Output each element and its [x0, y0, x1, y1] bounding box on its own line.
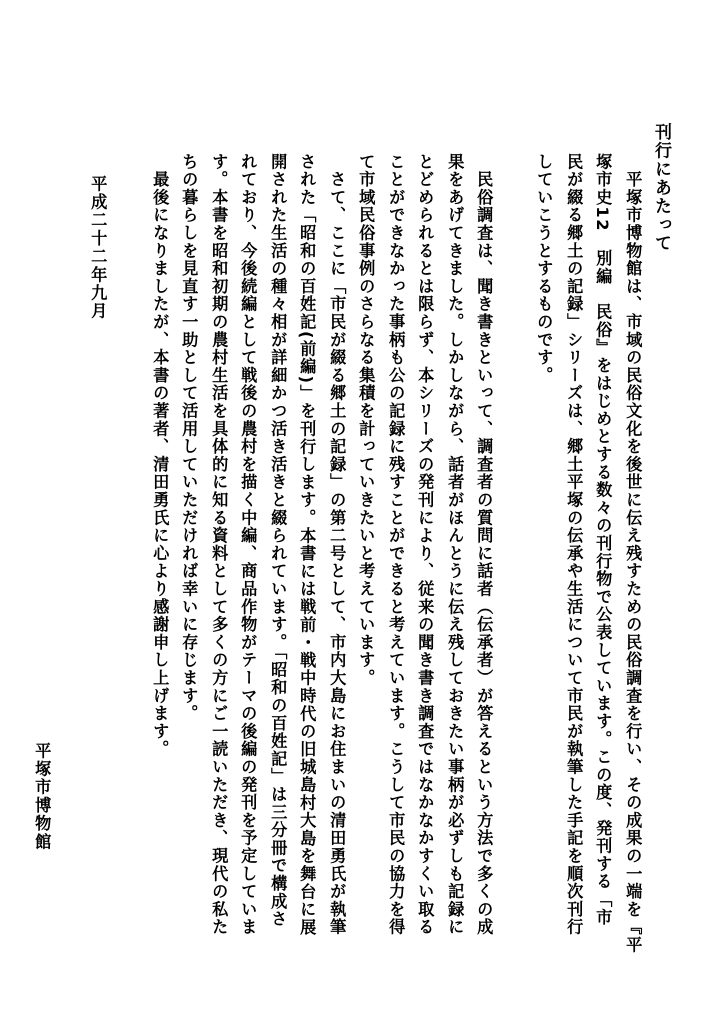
body-line: 民俗調査は、聞き書きといって、調査者の質問に話者（伝承者）が答えるという方法で多くの成	[474, 153, 494, 937]
publisher-name: 平塚市博物館	[32, 742, 52, 852]
body-line: れており、今後続編として戦後の農村を描く中編、商品作物がテーマの後編の発刊を予定していま	[238, 153, 258, 937]
publication-date: 平成二十二年九月	[88, 175, 108, 321]
body-line: 民が綴る郷土の記録」シリーズは、郷土平塚の伝承や生活について市民が執筆した手記を順次刊行	[564, 153, 584, 937]
document-title: 刊行にあたって	[651, 123, 671, 253]
body-line: す。本書を昭和初期の農村生活を具体的に知る資料として多くの方にご一読いただき、現代の私た	[209, 153, 229, 937]
body-line: された「昭和の百姓記(前編)」を刊行します。本書には戦前・戦中時代の旧城島村大島を舞台に展	[297, 153, 317, 937]
body-line: していこうとするものです。	[534, 153, 554, 385]
body-line: ことができなかった事柄も公の記録に残すことができると考えています。こうして市民の協力を得	[386, 153, 406, 937]
body-line: 塚市史12 別編 民俗』をはじめとする数々の刊行物で公表しています。この度、発刊する「市	[593, 153, 613, 927]
body-line: 開された生活の種々相が詳細かつ活き活きと綴られています。「昭和の百姓記」は三分冊で構成さ	[268, 153, 288, 929]
body-line: 平塚市博物館は、市域の民俗文化を後世に伝え残すための民俗調査を行い、その成果の一端を『平	[623, 153, 643, 954]
body-line: さて、ここに「市民が綴る郷土の記録」の第二号として、市内大島にお住まいの清田勇氏が執筆	[327, 153, 347, 937]
body-line: て市域民俗事例のさらなる集積を計っていきたいと考えています。	[356, 153, 376, 687]
body-line: とどめられるとは限らず、本シリーズの発刊により、従来の聞き書き調査ではなかなかすくい取る	[415, 153, 435, 937]
body-line: ちの暮らしを見直す一助として活用していただければ幸いに存じます。	[179, 153, 199, 723]
body-line: 最後になりましたが、本書の著者、清田勇氏に心より感謝申し上げます。	[150, 153, 170, 759]
body-line: 果をあげてきました。しかしながら、話者がほんとうに伝え残しておきたい事柄が必ずしも記録に	[445, 153, 465, 937]
